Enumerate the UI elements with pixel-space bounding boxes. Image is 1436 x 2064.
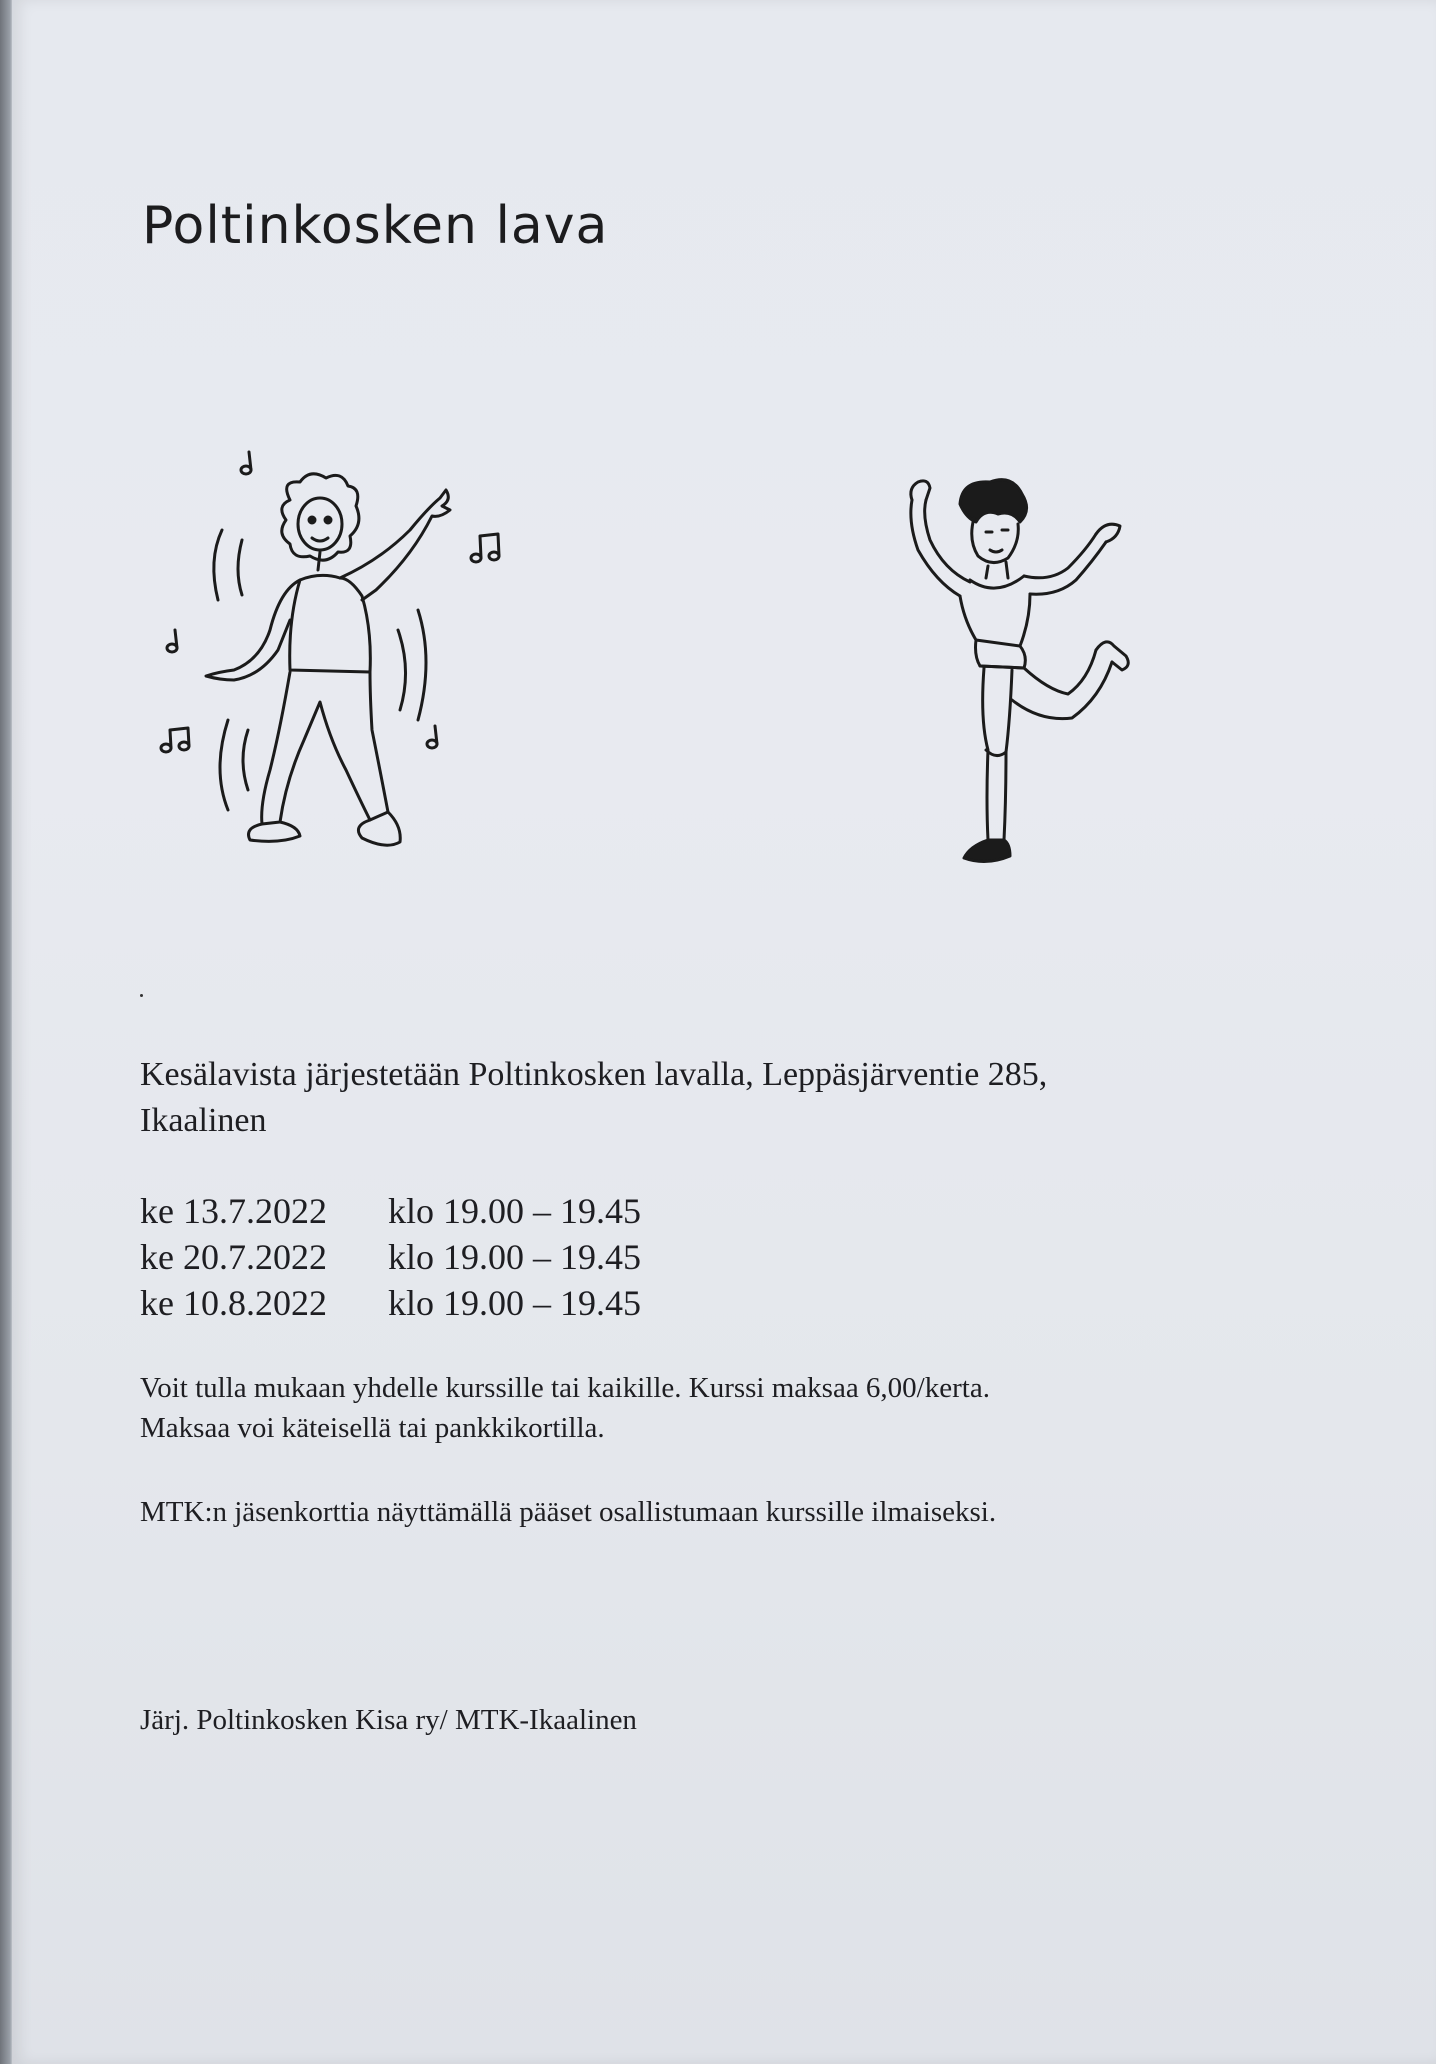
schedule-day: ke 10.8.2022	[140, 1283, 327, 1323]
schedule-time: klo 19.00 – 19.45	[388, 1191, 642, 1231]
double-music-note-icon	[471, 534, 499, 562]
intro-line-2: Ikaalinen	[140, 1102, 267, 1139]
fee-line-2: Maksaa voi käteisellä tai pankkikortilla.	[140, 1412, 605, 1444]
fee-line-1: Voit tulla mukaan yhdelle kurssille tai kaikille. Kurssi maksaa 6,00/kerta.	[140, 1372, 990, 1404]
organizer-line: Järj. Poltinkosken Kisa ry/ MTK-Ikaalinen	[140, 1704, 637, 1736]
intro-line-1: Kesälavista järjestetään Poltinkosken lavalla, Leppäsjärventie 285,	[140, 1056, 1048, 1093]
schedule-day: ke 13.7.2022	[140, 1191, 327, 1231]
schedule-time: klo 19.00 – 19.45	[388, 1237, 642, 1277]
leaping-dancer-icon	[900, 470, 1180, 890]
schedule-day: ke 20.7.2022	[140, 1237, 327, 1277]
intro-paragraph	[140, 1052, 1280, 1144]
schedule-row	[140, 1234, 641, 1280]
fee-paragraph	[140, 1368, 990, 1448]
schedule-list	[140, 1188, 641, 1326]
schedule-row	[140, 1188, 641, 1234]
member-note: MTK:n jäsenkorttia näyttämällä pääset osallistumaan kurssille ilmaiseksi.	[140, 1496, 997, 1528]
stray-dot	[140, 994, 143, 997]
music-note-icon	[167, 630, 177, 652]
poster-title: Poltinkosken lava	[142, 196, 609, 256]
dancer-with-music-notes-icon	[150, 440, 530, 860]
double-music-note-icon	[161, 728, 189, 752]
music-note-icon	[241, 452, 251, 474]
music-note-icon	[427, 726, 437, 748]
schedule-time: klo 19.00 – 19.45	[388, 1283, 642, 1323]
paper-sheet	[12, 0, 1436, 2064]
schedule-row	[140, 1280, 641, 1326]
